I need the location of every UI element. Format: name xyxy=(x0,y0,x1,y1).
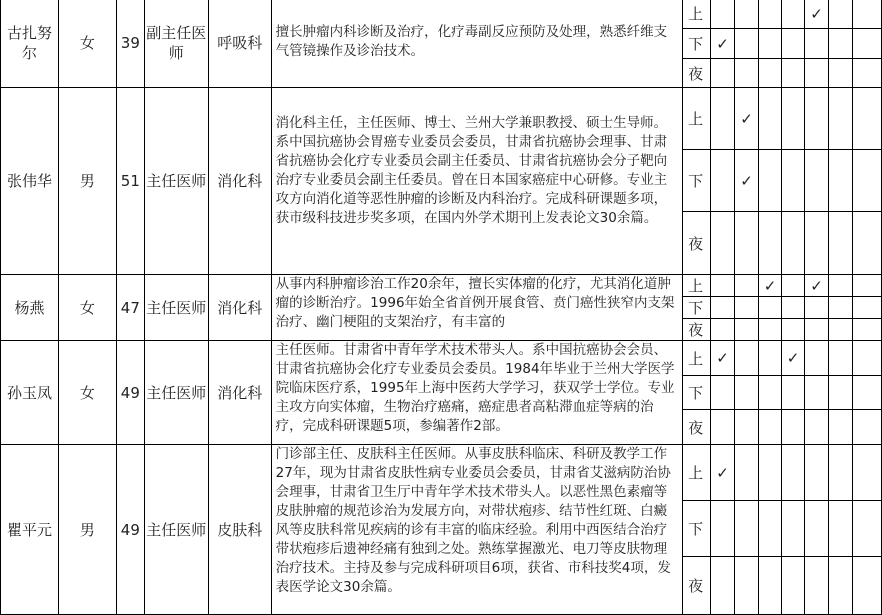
doctor-gender: 男 xyxy=(58,445,116,615)
schedule-cell[interactable] xyxy=(711,150,735,212)
check-mark-icon: ✓ xyxy=(763,276,777,295)
schedule-cell[interactable] xyxy=(782,319,805,341)
schedule-cell[interactable] xyxy=(759,150,782,212)
schedule-cell[interactable] xyxy=(782,29,805,59)
schedule-cell[interactable] xyxy=(782,341,805,376)
shift-label: 上 xyxy=(683,88,711,150)
shift-label: 下 xyxy=(683,501,711,557)
schedule-cell[interactable] xyxy=(828,88,852,150)
doctor-name: 瞿平元 xyxy=(1,445,59,615)
schedule-cell[interactable] xyxy=(805,410,829,445)
schedule-cell[interactable] xyxy=(828,501,852,557)
schedule-cell[interactable] xyxy=(759,501,782,557)
schedule-cell[interactable] xyxy=(711,88,735,150)
schedule-cell[interactable] xyxy=(735,376,759,410)
schedule-cell[interactable] xyxy=(711,212,735,275)
shift-label: 夜 xyxy=(683,59,711,88)
doctor-description-text: 门诊部主任、皮肤科主任医师。从事皮肤科临床、科研及教学工作27年，现为甘肃省皮肤性病专业委员会委员，甘肃省艾滋病防治协会理事，甘肃省卫生厅中青年学术技术带头人。以恶性黑色素瘤等皮肤肿瘤的规范诊治为发展方向，对带状疱疹、结节性红斑、白癜风等皮肤科常见疾病的诊有丰富的临床经验。利用中西医结合治疗带状疱疹后遗神经痛有独到之处。熟练掌握激光、电刀等皮肤物理治疗技术。主持及参与完成科研项目6项，获省、市科技奖4项，发表医学论文30余篇。 xyxy=(275,446,671,595)
schedule-cell[interactable] xyxy=(759,341,782,376)
shift-label: 上 xyxy=(683,445,711,501)
schedule-cell[interactable] xyxy=(759,212,782,275)
schedule-cell[interactable] xyxy=(735,29,759,59)
schedule-cell[interactable] xyxy=(711,557,735,615)
doctor-name: 古扎努尔 xyxy=(1,0,59,88)
schedule-cell[interactable] xyxy=(828,341,852,376)
schedule-cell[interactable] xyxy=(735,445,759,501)
shift-label: 夜 xyxy=(683,212,711,275)
schedule-cell[interactable] xyxy=(828,376,852,410)
schedule-cell[interactable] xyxy=(735,150,759,212)
schedule-cell[interactable] xyxy=(735,319,759,341)
shift-label: 夜 xyxy=(683,557,711,615)
schedule-cell[interactable] xyxy=(735,297,759,319)
schedule-cell[interactable] xyxy=(852,501,881,557)
shift-label: 夜 xyxy=(683,319,711,341)
check-mark-icon: ✓ xyxy=(810,276,823,295)
schedule-row xyxy=(1,275,882,297)
schedule-cell[interactable] xyxy=(782,88,805,150)
shift-label: 夜 xyxy=(683,410,711,445)
schedule-cell[interactable] xyxy=(782,376,805,410)
doctor-department: 消化科 xyxy=(208,275,271,341)
doctor-description xyxy=(271,88,682,275)
schedule-cell[interactable] xyxy=(828,297,852,319)
check-mark-icon: ✓ xyxy=(786,349,800,367)
schedule-cell[interactable] xyxy=(759,297,782,319)
schedule-cell[interactable] xyxy=(805,150,829,212)
doctor-age: 47 xyxy=(116,275,144,341)
shift-label: 下 xyxy=(683,376,711,410)
schedule-cell[interactable] xyxy=(759,445,782,501)
schedule-cell[interactable] xyxy=(735,212,759,275)
schedule-cell[interactable] xyxy=(759,376,782,410)
schedule-cell[interactable] xyxy=(735,275,759,297)
schedule-cell[interactable] xyxy=(828,59,852,88)
schedule-cell[interactable] xyxy=(711,319,735,341)
schedule-cell[interactable] xyxy=(759,88,782,150)
schedule-cell[interactable] xyxy=(805,297,829,319)
schedule-cell[interactable] xyxy=(711,445,735,501)
schedule-row xyxy=(1,445,882,501)
schedule-cell[interactable] xyxy=(782,212,805,275)
doctor-gender: 女 xyxy=(58,275,116,341)
schedule-cell[interactable] xyxy=(805,501,829,557)
schedule-cell[interactable] xyxy=(828,557,852,615)
schedule-cell[interactable] xyxy=(852,319,881,341)
doctor-description xyxy=(271,341,682,445)
doctor-department: 皮肤科 xyxy=(208,445,271,615)
schedule-cell[interactable] xyxy=(852,341,881,376)
schedule-cell[interactable] xyxy=(828,29,852,59)
schedule-cell[interactable] xyxy=(852,557,881,615)
schedule-row xyxy=(1,88,882,150)
doctor-description xyxy=(271,275,682,341)
schedule-cell[interactable] xyxy=(711,341,735,376)
doctor-description xyxy=(271,0,682,88)
schedule-cell[interactable] xyxy=(828,445,852,501)
schedule-cell[interactable] xyxy=(711,29,735,59)
doctor-age: 49 xyxy=(116,445,144,615)
schedule-cell[interactable] xyxy=(782,297,805,319)
doctor-name: 杨燕 xyxy=(1,275,59,341)
schedule-cell[interactable] xyxy=(805,341,829,376)
check-mark-icon: ✓ xyxy=(716,463,729,482)
schedule-cell[interactable] xyxy=(828,319,852,341)
schedule-cell[interactable] xyxy=(782,557,805,615)
schedule-cell[interactable] xyxy=(782,275,805,297)
schedule-cell[interactable] xyxy=(805,29,829,59)
schedule-cell[interactable] xyxy=(805,59,829,88)
doctor-title: 主任医师 xyxy=(144,275,208,341)
doctor-description xyxy=(271,445,682,615)
schedule-cell[interactable] xyxy=(711,275,735,297)
schedule-cell[interactable] xyxy=(759,410,782,445)
schedule-cell[interactable] xyxy=(852,88,881,150)
schedule-cell[interactable] xyxy=(828,0,852,29)
schedule-cell[interactable] xyxy=(711,410,735,445)
doctor-description-text: 从事内科肿瘤诊治工作20余年，擅长实体瘤的化疗，尤其消化道肿瘤的诊断治疗。1996年始全省首例开展食管、贲门癌性狭窄内支架治疗、幽门梗阻的支架治疗，有丰富的 xyxy=(275,276,675,330)
schedule-cell[interactable] xyxy=(782,59,805,88)
schedule-cell[interactable] xyxy=(852,150,881,212)
check-mark-icon: ✓ xyxy=(740,109,753,128)
schedule-cell[interactable] xyxy=(759,557,782,615)
schedule-row xyxy=(1,0,882,29)
schedule-cell[interactable] xyxy=(711,501,735,557)
schedule-cell[interactable] xyxy=(735,0,759,29)
doctor-gender: 女 xyxy=(58,0,116,88)
check-mark-icon: ✓ xyxy=(810,4,823,23)
doctor-description-text: 擅长肿瘤内科诊断及治疗，化疗毒副反应预防及处理，熟悉纤维支气管镜操作及诊治技术。 xyxy=(275,24,668,59)
schedule-cell[interactable] xyxy=(782,501,805,557)
schedule-cell[interactable] xyxy=(805,0,829,29)
schedule-cell[interactable] xyxy=(805,445,829,501)
doctor-department: 消化科 xyxy=(208,88,271,275)
schedule-cell[interactable] xyxy=(782,410,805,445)
schedule-cell[interactable] xyxy=(805,88,829,150)
schedule-cell[interactable] xyxy=(711,59,735,88)
shift-label: 上 xyxy=(683,275,711,297)
doctor-gender: 男 xyxy=(58,88,116,275)
doctor-gender: 女 xyxy=(58,341,116,445)
doctor-title: 副主任医师 xyxy=(144,0,208,88)
schedule-cell[interactable] xyxy=(828,275,852,297)
schedule-cell[interactable] xyxy=(711,297,735,319)
schedule-cell[interactable] xyxy=(828,150,852,212)
schedule-cell[interactable] xyxy=(735,59,759,88)
schedule-cell[interactable] xyxy=(828,410,852,445)
schedule-cell[interactable] xyxy=(828,212,852,275)
schedule-cell[interactable] xyxy=(852,59,881,88)
schedule-cell[interactable] xyxy=(759,29,782,59)
schedule-cell[interactable] xyxy=(735,341,759,376)
doctor-title: 主任医师 xyxy=(144,445,208,615)
doctor-age: 39 xyxy=(116,0,144,88)
schedule-cell[interactable] xyxy=(711,376,735,410)
doctor-name: 张伟华 xyxy=(1,88,59,275)
doctor-department: 消化科 xyxy=(208,341,271,445)
schedule-cell[interactable] xyxy=(852,445,881,501)
schedule-cell[interactable] xyxy=(852,275,881,297)
shift-label: 下 xyxy=(683,297,711,319)
doctor-description-text: 主任医师。甘肃省中青年学术技术带头人。系中国抗癌协会会员、甘肃省抗癌协会化疗专业委员会委员。1984年毕业于兰州大学医学院临床医疗系，1995年上海中医药大学学习，获双学士学位。专业主攻方向实体瘤，生物治疗癌痛，癌症患者高粘滞血症等病的治疗，完成科研课题5项，参编著作2部。 xyxy=(275,342,675,434)
check-mark-icon: ✓ xyxy=(740,171,753,190)
check-mark-icon: ✓ xyxy=(716,349,729,367)
schedule-cell[interactable] xyxy=(782,150,805,212)
schedule-cell[interactable] xyxy=(805,275,829,297)
schedule-cell[interactable] xyxy=(735,410,759,445)
shift-label: 上 xyxy=(683,0,711,29)
schedule-row xyxy=(1,341,882,376)
schedule-cell[interactable] xyxy=(852,376,881,410)
schedule-cell[interactable] xyxy=(759,59,782,88)
schedule-cell[interactable] xyxy=(759,319,782,341)
schedule-cell[interactable] xyxy=(805,212,829,275)
schedule-cell[interactable] xyxy=(759,275,782,297)
doctor-age: 51 xyxy=(116,88,144,275)
schedule-cell[interactable] xyxy=(782,445,805,501)
shift-label: 下 xyxy=(683,150,711,212)
doctor-name: 孙玉凤 xyxy=(1,341,59,445)
schedule-cell[interactable] xyxy=(852,410,881,445)
schedule-cell[interactable] xyxy=(852,297,881,319)
schedule-cell[interactable] xyxy=(735,557,759,615)
schedule-cell[interactable] xyxy=(852,29,881,59)
schedule-cell[interactable] xyxy=(805,319,829,341)
schedule-cell[interactable] xyxy=(852,0,881,29)
shift-label: 下 xyxy=(683,29,711,59)
doctor-title: 主任医师 xyxy=(144,88,208,275)
doctor-description-text: 消化科主任，主任医师、博士、兰州大学兼职教授、硕士生导师。系中国抗癌协会胃癌专业委员会委员，甘肃省抗癌协会理事、甘肃省抗癌协会化疗专业委员会副主任委员、甘肃省抗癌协会分子靶向治疗专业委员会副主任委员。曾在日本国家癌症中心研修。专业主攻方向消化道等恶性肿瘤的诊断及内科治疗。完成科研课题多项，获市级科技进步奖多项，在国内外学术期刊上发表论文30余篇。 xyxy=(275,115,668,226)
schedule-cell[interactable] xyxy=(805,557,829,615)
schedule-cell[interactable] xyxy=(735,88,759,150)
doctor-title: 主任医师 xyxy=(144,341,208,445)
doctor-department: 呼吸科 xyxy=(208,0,271,88)
doctor-age: 49 xyxy=(116,341,144,445)
schedule-cell[interactable] xyxy=(759,0,782,29)
schedule-cell[interactable] xyxy=(805,376,829,410)
shift-label: 上 xyxy=(683,341,711,376)
schedule-cell[interactable] xyxy=(735,501,759,557)
check-mark-icon: ✓ xyxy=(716,34,729,53)
schedule-cell[interactable] xyxy=(852,212,881,275)
schedule-cell[interactable] xyxy=(711,0,735,29)
schedule-cell[interactable] xyxy=(782,0,805,29)
